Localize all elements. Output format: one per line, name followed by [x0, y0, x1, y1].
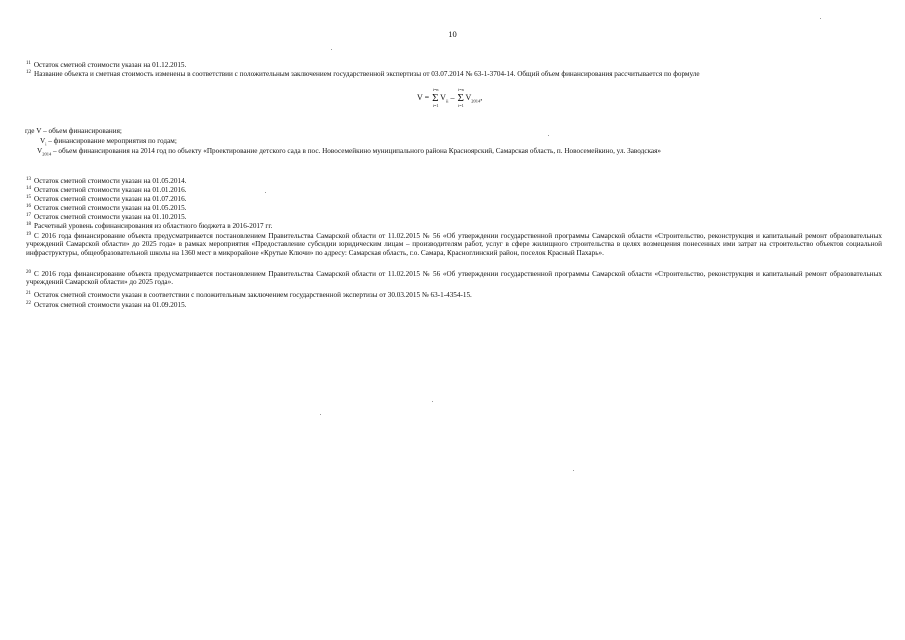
- footnote-marker: 19: [26, 232, 31, 237]
- footnote-marker: 14: [26, 186, 31, 191]
- sum-upper-limit: i=n: [432, 87, 439, 92]
- term-1: V: [440, 92, 446, 102]
- sum-upper-limit: i=n: [458, 87, 464, 92]
- v2014-text: – объем финансирования на 2014 год по объекту «Проектирование детского сада в пос. Новосемейкино муниципального района Красноярский, Самарская область, п. Новосемейкино, ул. Заводская»: [53, 147, 661, 155]
- footnote-text: Остаток сметной стоимости указан на 01.07.2016.: [34, 195, 187, 203]
- footnote-16: [26, 204, 882, 212]
- financing-formula: [417, 88, 482, 108]
- scan-speck: [573, 470, 574, 471]
- footnote-text: Название объекта и сметная стоимость изменены в соответствии с положительным заключением государственной экспертизы от 03.07.2014 № 63-1-3704-14. Общий объем финансирования рассчитывается по формуле: [34, 70, 700, 78]
- footnote-12: [26, 70, 882, 78]
- footnote-text: Остаток сметной стоимости указан на 01.09.2015.: [34, 301, 187, 309]
- footnote-text: С 2016 года финансирование объекта предусматривается постановлением Правительства Самарской области от 11.02.2015 № 56 «Об утверждении государственной программы Самарской области «Строительство, реконструкция и капитальный ремонт образовательных учреждений Самарской области» до 2025 года».: [26, 270, 882, 287]
- term-2: V: [465, 92, 472, 102]
- page-number: 10: [448, 29, 457, 39]
- footnote-text: Остаток сметной стоимости указан на 01.05.2014.: [34, 177, 187, 185]
- footnote-marker: 12: [26, 70, 31, 75]
- scan-speck: [548, 135, 549, 136]
- footnote-marker: 13: [26, 177, 31, 182]
- footnote-marker: 16: [26, 204, 31, 209]
- sum-sign-2: [456, 88, 465, 108]
- footnote-marker: 18: [26, 222, 31, 227]
- vi-symbol: V: [40, 137, 46, 145]
- footnote-marker: 20: [26, 270, 31, 275]
- footnote-marker: 21: [26, 291, 31, 296]
- sigma-symbol: Σ: [457, 92, 464, 104]
- v2014-sub: 2014: [42, 151, 52, 157]
- footnote-text: Расчетный уровень софинансирования из областного бюджета в 2016-2017 гг.: [34, 222, 273, 230]
- footnote-14: [26, 186, 882, 194]
- footnote-marker: 11: [26, 61, 31, 66]
- vi-text: – финансирование мероприятия по годам;: [48, 137, 177, 145]
- footnote-marker: 17: [26, 213, 31, 218]
- footnote-21: [26, 291, 882, 299]
- scan-speck: [820, 18, 821, 19]
- formula-end: ,: [480, 92, 483, 102]
- sum-lower-limit: i=1: [458, 102, 464, 108]
- sum-sign-1: [431, 88, 440, 108]
- scan-speck: [320, 414, 321, 415]
- sum-lower-limit: i=1: [432, 102, 439, 108]
- footnote-22: [26, 301, 882, 309]
- footnote-text: Остаток сметной стоимости указан на 01.10.2015.: [34, 213, 187, 221]
- formula-minus: –: [450, 92, 455, 102]
- footnote-11: [26, 61, 882, 69]
- footnote-15: [26, 195, 882, 203]
- formula-lhs: V =: [417, 92, 430, 102]
- footnote-marker: 22: [26, 301, 31, 306]
- footnote-marker: 15: [26, 195, 31, 200]
- sigma-symbol: Σ: [432, 92, 439, 104]
- footnote-19: [26, 232, 882, 257]
- footnote-text: Остаток сметной стоимости указан на 01.05.2015.: [34, 204, 187, 212]
- scan-speck: [432, 401, 433, 402]
- term-2-sub: 2014: [471, 98, 481, 104]
- definition-v2014: [37, 147, 661, 159]
- term-1-sub: ii: [445, 98, 449, 104]
- v2014-symbol: V: [37, 147, 43, 155]
- scan-speck: [265, 192, 266, 193]
- footnote-13: [26, 177, 882, 185]
- vi-sub: i: [45, 141, 47, 147]
- footnote-20: [26, 270, 882, 287]
- definition-v: где V – объем финансирования;: [25, 127, 122, 135]
- footnote-17: [26, 213, 882, 221]
- footnote-text: Остаток сметной стоимости указан на 01.12.2015.: [33, 61, 187, 69]
- footnote-text: С 2016 года финансирование объекта предусматривается постановлением Правительства Самарской области от 11.02.2015 № 56 «Об утверждении государственной программы Самарской области «Строительство, реконструкция и капитальный ремонт образовательных учреждений Самарской области» до 2025 года» в рамках мероприятия «Предоставление субсидии юридическим лицам – производителям работ, услуг в сфере жилищного строительства в целях возмещения понесенных ими затрат на строительство объектов социальной инфраструктуры, общеобразовательной школы на 1360 мест в микрорайоне «Крутые Ключи» по адресу: Самарская область, г.о. Самара, Красноглинский район, поселок Красный Пахарь».: [26, 232, 882, 257]
- footnote-text: Остаток сметной стоимости указан на 01.01.2016.: [34, 186, 187, 194]
- scan-speck: [331, 49, 332, 50]
- footnote-18: [26, 222, 882, 230]
- footnote-text: Остаток сметной стоимости указан в соответствии с положительным заключением государственной экспертизы от 30.03.2015 № 63-1-4354-15.: [34, 291, 472, 299]
